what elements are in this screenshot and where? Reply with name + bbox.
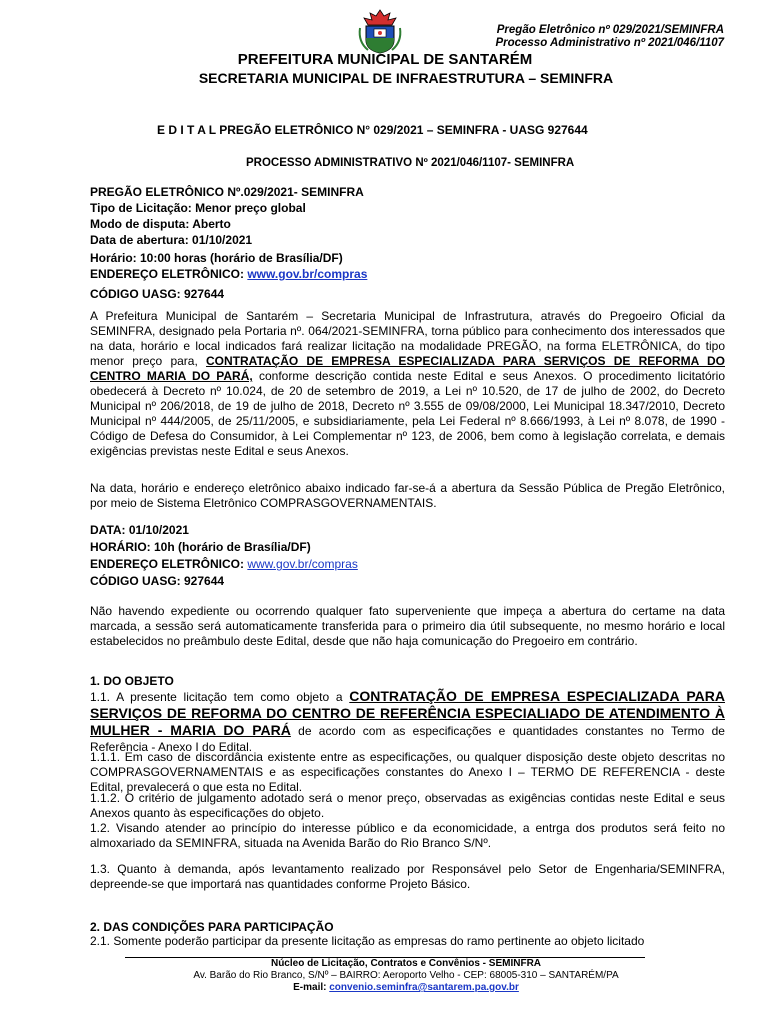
section-1-1-rest: de acordo com as especificações e quantidades constantes no Termo de Referência - Anexo I do Edital. bbox=[90, 724, 725, 754]
summary-data: Data de abertura: 01/10/2021 bbox=[90, 233, 253, 247]
transfer-paragraph: Não havendo expediente ou ocorrendo qualquer fato superveniente que impeça a abertura do certame na data marcada, a sessão será automaticamente transferida para o primeiro dia útil subsequente, no mesmo horário e local estabelecidos no preâmbulo deste Edital, desde que não haja comunicação do Pregoeiro em contrário. bbox=[90, 604, 725, 648]
municipal-coat-of-arms-icon bbox=[356, 8, 404, 54]
intro-text: A Prefeitura Municipal de Santarém – Secretaria Municipal de Infrastrutura, através do Pregoeiro Oficial da SEMINFRA, designado pela Portaria nº. 064/2021-SEMINFRA, torna público para conhecimento dos interessados que na data, horário e local indicados fará realizar licitação na modalidade PREGÃO, na forma ELETRÔNICA, do tipo menor preço para, bbox=[90, 309, 725, 368]
session-data: DATA: 01/10/2021 bbox=[90, 523, 189, 537]
footer-department: Núcleo de Licitação, Contratos e Convênios - SEMINFRA bbox=[270, 958, 542, 969]
summary-modo: Modo de disputa: Aberto bbox=[90, 217, 231, 231]
summary-horario: Horário: 10:00 horas (horário de Brasília/DF) bbox=[90, 251, 343, 265]
section-1-1-1: 1.1.1. Em caso de discordância existente entre as especificações, ou qualquer disposição deste objeto descritas no COMPRASGOVERNAMENTAIS e as especificações constantes do Anexo I – TERMO DE REFERENCIA - deste Edital, prevalecerá o que esta no Edital. bbox=[90, 750, 725, 794]
processo-title: PROCESSO ADMINISTRATIVO Nº 2021/046/1107- SEMINFRA bbox=[246, 157, 575, 169]
section-2-1: 2.1. Somente poderão participar da presente licitação as empresas do ramo pertinente ao objeto licitado bbox=[90, 934, 645, 948]
footer-email-link[interactable]: convenio.seminfra@santarem.pa.gov.br bbox=[329, 982, 519, 993]
summary-endereco bbox=[90, 266, 367, 282]
summary-uasg: CÓDIGO UASG: 927644 bbox=[90, 287, 225, 301]
document-header-reference bbox=[495, 24, 724, 50]
section-1-heading: 1. DO OBJETO bbox=[90, 674, 174, 688]
intro-paragraph bbox=[90, 309, 725, 459]
secretaria-title: SECRETARIA MUNICIPAL DE INFRAESTRUTURA – SEMINFRA bbox=[198, 70, 614, 86]
session-uasg: CÓDIGO UASG: 927644 bbox=[90, 574, 225, 588]
summary-endereco-link[interactable]: www.gov.br/compras bbox=[247, 267, 368, 281]
summary-tipo: Tipo de Licitação: Menor preço global bbox=[90, 201, 306, 215]
section-1-2: 1.2. Visando atender ao princípio do interesse público e da economicidade, a entrga dos produtos será feito no almoxariado da SEMINFRA, situada na Avenida Barão do Rio Branco S/Nº. bbox=[90, 821, 725, 850]
summary-endereco-label: ENDEREÇO ELETRÔNICO: bbox=[90, 267, 248, 281]
section-1-1-object: CONTRATAÇÃO DE EMPRESA ESPECIALIZADA PARA SERVIÇOS DE REFORMA DO CENTRO DE REFERÊNCIA ESPECIALIADO DE ATENDIMENTO À MULHER - MARIA DO PARÁ bbox=[90, 688, 725, 738]
section-1-1-2: 1.1.2. O critério de julgamento adotado será o menor preço, observadas as exigências contidas neste Edital e seus Anexos quanto às especificações do objeto. bbox=[90, 791, 725, 820]
intro-text-rest: conforme descrição contida neste Edital e seus Anexos. O procedimento licitatório obedecerá à Decreto nº 10.024, de 20 de setembro de 2019, a Lei nº 10.520, de 17 de julho de 2002, do Decreto Municipal nº 206/2018, de 19 de julho de 2018, Decreto nº 3.555 de 09/08/2000, Lei Municipal 18.347/2010, Decreto Municipal nº 444/2005, de 25/11/2005, e subsidiariamente, pela Lei Federal nº 8.666/1993, à Lei nº 8.078, de 1990 - Código de Defesa do Consumidor, à Lei Complementar nº 123, de 2006, bem como à legislação correlata, e demais exigências previstas neste Edital e seus Anexos. bbox=[90, 369, 725, 458]
section-1-1 bbox=[90, 688, 725, 755]
section-2-heading: 2. DAS CONDIÇÕES PARA PARTICIPAÇÃO bbox=[90, 920, 334, 934]
session-endereco-label: ENDEREÇO ELETRÔNICO: bbox=[90, 557, 248, 571]
footer-email bbox=[0, 982, 770, 994]
section-1-1-intro: 1.1. A presente licitação tem como objeto a bbox=[90, 690, 343, 704]
session-info-block bbox=[90, 522, 358, 590]
section-1-3: 1.3. Quanto à demanda, após levantamento realizado por Responsável pelo Setor de Engenharia/SEMINFRA, depreende-se que importará nas quantidades conforme Projeto Básico. bbox=[90, 862, 725, 891]
session-endereco bbox=[90, 556, 358, 573]
pregao-reference: Pregão Eletrônico nº 029/2021/SEMINFRA bbox=[496, 24, 724, 36]
processo-reference: Processo Administrativo nº 2021/046/1107 bbox=[495, 37, 724, 49]
summary-pregao: PREGÃO ELETRÔNICO Nº.029/2021- SEMINFRA bbox=[90, 185, 364, 199]
edital-title: E D I T A L PREGÃO ELETRÔNICO N° 029/2021 – SEMINFRA - UASG 927644 bbox=[157, 123, 588, 137]
session-endereco-link[interactable]: www.gov.br/compras bbox=[247, 557, 358, 571]
summary-info-block bbox=[90, 184, 367, 302]
session-paragraph: Na data, horário e endereço eletrônico abaixo indicado far-se-á a abertura da Sessão Pública de Pregão Eletrônico, por meio de Sistema Eletrônico COMPRASGOVERNAMENTAIS. bbox=[90, 481, 725, 510]
footer-email-label: E-mail: bbox=[293, 982, 330, 993]
intro-object-bold: CONTRATAÇÃO DE EMPRESA ESPECIALIZADA PARA SERVIÇOS DE REFORMA DO CENTRO MARIA DO PARÁ, bbox=[90, 354, 725, 383]
prefeitura-title: PREFEITURA MUNICIPAL DE SANTARÉM bbox=[237, 51, 533, 68]
session-horario: HORÁRIO: 10h (horário de Brasília/DF) bbox=[90, 540, 311, 554]
footer-address: Av. Barão do Rio Branco, S/Nº – BAIRRO: Aeroporto Velho - CEP: 68005-310 – SANTARÉM/PA bbox=[193, 970, 619, 981]
